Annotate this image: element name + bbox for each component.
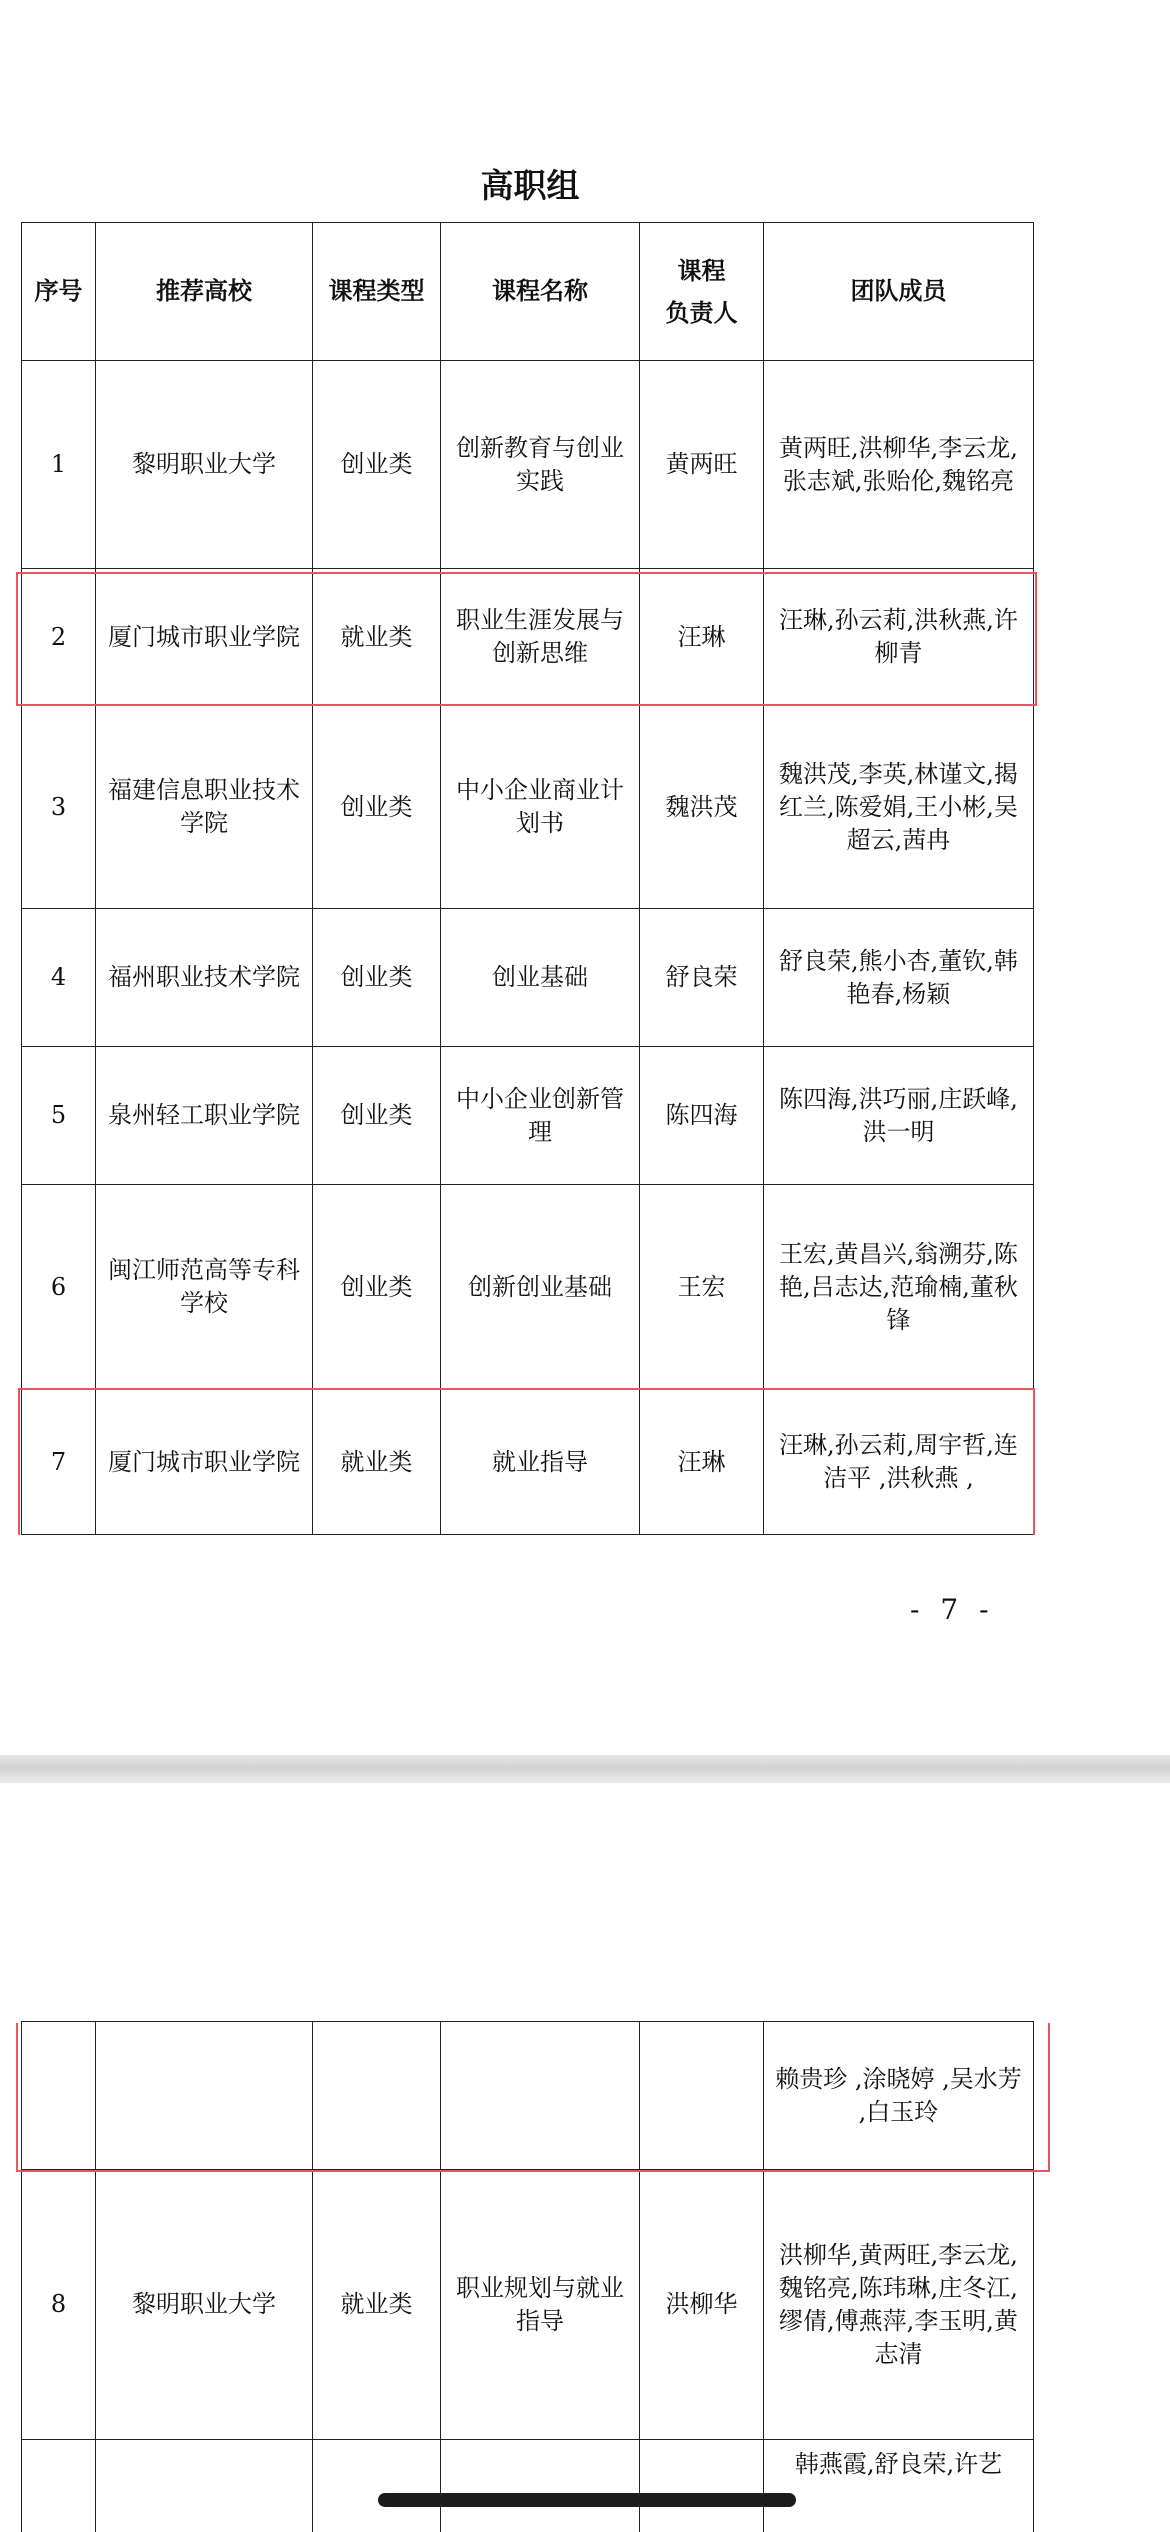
row-index (22, 2440, 96, 2532)
row-members: 黄两旺,洪柳华,李云龙,张志斌,张贻伦,魏铭亮 (764, 361, 1034, 569)
table-row (22, 361, 1034, 569)
row-lead: 王宏 (640, 1185, 764, 1390)
row-school: 厦门城市职业学院 (96, 1390, 313, 1535)
row-index: 1 (22, 361, 96, 569)
row-school: 黎明职业大学 (96, 361, 313, 569)
row-members: 汪琳,孙云莉,周宇哲,连洁平 ,洪秋燕 , (764, 1390, 1034, 1535)
document-page-8 (0, 1783, 1170, 2532)
row-index: 5 (22, 1047, 96, 1185)
course-table (21, 222, 1034, 1535)
row-lead: 洪柳华 (640, 2170, 764, 2440)
row-type: 就业类 (313, 2170, 441, 2440)
row-school: 黎明职业大学 (96, 2170, 313, 2440)
home-indicator[interactable] (378, 2493, 796, 2507)
section-title: 高职组 (480, 166, 580, 205)
row-school: 闽江师范高等专科学校 (96, 1185, 313, 1390)
row-course: 创新创业基础 (441, 1185, 640, 1390)
highlight-box-continued (16, 2023, 1050, 2172)
table-row (22, 706, 1034, 909)
table-row (22, 909, 1034, 1047)
highlight-box-row-2 (16, 572, 1037, 706)
row-index: 4 (22, 909, 96, 1047)
row-members: 洪柳华,黄两旺,李云龙,魏铭亮,陈玮琳,庄冬江,缪倩,傅燕萍,李玉明,黄志清 (764, 2170, 1034, 2440)
row-course: 创新教育与创业实践 (441, 361, 640, 569)
header-lead: 课程 负责人 (640, 223, 764, 361)
row-school: 泉州轻工职业学院 (96, 1047, 313, 1185)
row-type: 就业类 (313, 569, 441, 706)
table-row (22, 2440, 1034, 2532)
row-members: 舒良荣,熊小杏,董钦,韩艳春,杨颖 (764, 909, 1034, 1047)
table-row (22, 2170, 1034, 2440)
highlight-box-row-7 (18, 1388, 1035, 1535)
row-index: 8 (22, 2170, 96, 2440)
row-index: 2 (22, 569, 96, 706)
row-course: 中小企业创新管理 (441, 1047, 640, 1185)
row-school: 福建信息职业技术学院 (96, 706, 313, 909)
row-school: 福州职业技术学院 (96, 909, 313, 1047)
row-index: 7 (22, 1390, 96, 1535)
row-type: 创业类 (313, 1185, 441, 1390)
row-members: 汪琳,孙云莉,洪秋燕,许柳青 (764, 569, 1034, 706)
row-course: 创业基础 (441, 909, 640, 1047)
row-course (441, 2440, 640, 2532)
page-separator (0, 1755, 1170, 1783)
page-number: - 7 - (910, 1593, 995, 1626)
row-type: 创业类 (313, 1047, 441, 1185)
row-school (96, 2440, 313, 2532)
row-lead: 魏洪茂 (640, 706, 764, 909)
row-members: 王宏,黄昌兴,翁溯芬,陈艳,吕志达,范瑜楠,董秋锋 (764, 1185, 1034, 1390)
row-members: 陈四海,洪巧丽,庄跃峰,洪一明 (764, 1047, 1034, 1185)
header-school: 推荐高校 (96, 223, 313, 361)
table-row (22, 1047, 1034, 1185)
row-course: 中小企业商业计划书 (441, 706, 640, 909)
row-type (313, 2440, 441, 2532)
row-type: 创业类 (313, 909, 441, 1047)
row-members: 魏洪茂,李英,林谨文,揭红兰,陈爱娟,王小彬,吴超云,茜冉 (764, 706, 1034, 909)
row-school: 厦门城市职业学院 (96, 569, 313, 706)
row-lead: 陈四海 (640, 1047, 764, 1185)
header-members: 团队成员 (764, 223, 1034, 361)
table-header-row (22, 223, 1034, 361)
row-members: 赖贵珍 ,涂晓婷 ,吴水芳 ,白玉玲 (764, 2022, 1034, 2170)
row-lead: 舒良荣 (640, 909, 764, 1047)
row-index: 6 (22, 1185, 96, 1390)
header-course: 课程名称 (441, 223, 640, 361)
row-type: 创业类 (313, 361, 441, 569)
row-type: 就业类 (313, 1390, 441, 1535)
row-members: 韩燕霞,舒良荣,许艺 (764, 2440, 1034, 2532)
row-course: 就业指导 (441, 1390, 640, 1535)
row-type: 创业类 (313, 706, 441, 909)
row-index: 3 (22, 706, 96, 909)
row-lead: 汪琳 (640, 1390, 764, 1535)
row-lead: 汪琳 (640, 569, 764, 706)
table-row (22, 1185, 1034, 1390)
row-lead: 黄两旺 (640, 361, 764, 569)
header-index: 序号 (22, 223, 96, 361)
row-lead (640, 2440, 764, 2532)
row-course: 职业生涯发展与创新思维 (441, 569, 640, 706)
header-type: 课程类型 (313, 223, 441, 361)
row-course: 职业规划与就业指导 (441, 2170, 640, 2440)
